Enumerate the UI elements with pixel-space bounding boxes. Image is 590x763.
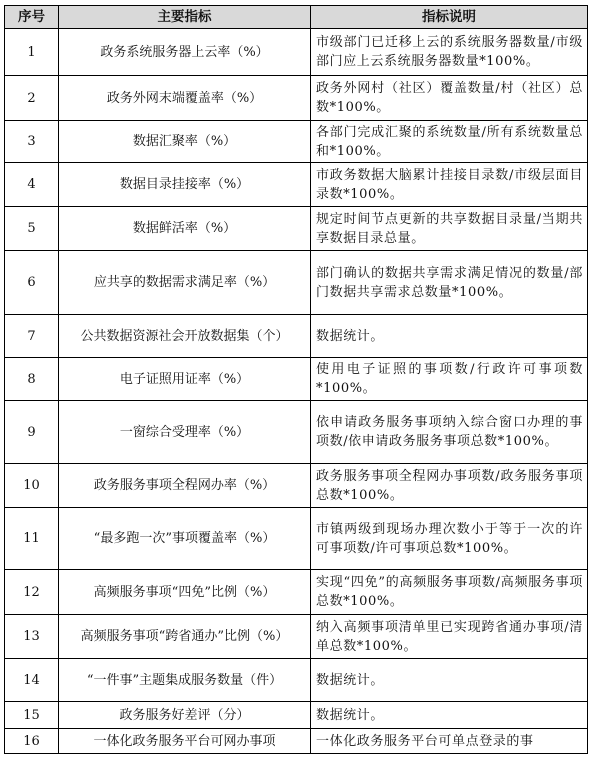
table-row bbox=[5, 659, 588, 702]
row-index: 4 bbox=[5, 163, 59, 207]
row-description: 一体化政务服务平台可单点登录的事 bbox=[311, 729, 588, 754]
table-row bbox=[5, 729, 588, 754]
table-row bbox=[5, 464, 588, 508]
table-row bbox=[5, 570, 588, 615]
row-description: 依申请政务服务事项纳入综合窗口办理的事项数/依申请政务服务事项总数*100%。 bbox=[311, 401, 588, 464]
row-index: 14 bbox=[5, 659, 59, 702]
row-description: 实现“四免”的高频服务事项数/高频服务事项总数*100%。 bbox=[311, 570, 588, 615]
table-row bbox=[5, 76, 588, 121]
row-indicator: 一窗综合受理率（%） bbox=[59, 401, 311, 464]
table-row bbox=[5, 358, 588, 401]
row-indicator: 政务系统服务器上云率（%） bbox=[59, 29, 311, 76]
document-page bbox=[4, 5, 587, 754]
row-index: 7 bbox=[5, 315, 59, 358]
table-row bbox=[5, 251, 588, 315]
header-description: 指标说明 bbox=[311, 6, 588, 29]
row-indicator: “一件事”主题集成服务数量（件） bbox=[59, 659, 311, 702]
row-description: 政务外网村（社区）覆盖数量/村（社区）总数*100%。 bbox=[311, 76, 588, 121]
row-indicator: 政务外网末端覆盖率（%） bbox=[59, 76, 311, 121]
table-row bbox=[5, 121, 588, 163]
row-index: 13 bbox=[5, 615, 59, 659]
row-indicator: 应共享的数据需求满足率（%） bbox=[59, 251, 311, 315]
row-index: 11 bbox=[5, 508, 59, 570]
row-description: 数据统计。 bbox=[311, 659, 588, 702]
row-indicator: 公共数据资源社会开放数据集（个） bbox=[59, 315, 311, 358]
row-index: 5 bbox=[5, 207, 59, 251]
row-index: 16 bbox=[5, 729, 59, 754]
row-indicator: 电子证照用证率（%） bbox=[59, 358, 311, 401]
indicator-table bbox=[4, 5, 588, 754]
row-index: 2 bbox=[5, 76, 59, 121]
row-description: 各部门完成汇聚的系统数量/所有系统数量总和*100%。 bbox=[311, 121, 588, 163]
row-index: 12 bbox=[5, 570, 59, 615]
table-row bbox=[5, 702, 588, 729]
row-indicator: 数据汇聚率（%） bbox=[59, 121, 311, 163]
table-row bbox=[5, 315, 588, 358]
row-indicator: 高频服务事项“四免”比例（%） bbox=[59, 570, 311, 615]
row-description: 使用电子证照的事项数/行政许可事项数*100%。 bbox=[311, 358, 588, 401]
table-row bbox=[5, 615, 588, 659]
table-row bbox=[5, 508, 588, 570]
row-description: 市级部门已迁移上云的系统服务器数量/市级部门应上云系统服务器数量*100%。 bbox=[311, 29, 588, 76]
row-description: 政务服务事项全程网办事项数/政务服务事项总数*100%。 bbox=[311, 464, 588, 508]
row-description: 规定时间节点更新的共享数据目录量/当期共享数据目录总量。 bbox=[311, 207, 588, 251]
header-indicator: 主要指标 bbox=[59, 6, 311, 29]
row-description: 部门确认的数据共享需求满足情况的数量/部门数据共享需求总数量*100%。 bbox=[311, 251, 588, 315]
row-index: 9 bbox=[5, 401, 59, 464]
row-description: 数据统计。 bbox=[311, 315, 588, 358]
row-indicator: 政务服务事项全程网办率（%） bbox=[59, 464, 311, 508]
row-indicator: 数据目录挂接率（%） bbox=[59, 163, 311, 207]
row-description: 纳入高频事项清单里已实现跨省通办事项/清单总数*100%。 bbox=[311, 615, 588, 659]
table-header-row bbox=[5, 6, 588, 29]
row-description: 市政务数据大脑累计挂接目录数/市级层面目录数*100%。 bbox=[311, 163, 588, 207]
row-indicator: 高频服务事项“跨省通办”比例（%） bbox=[59, 615, 311, 659]
row-indicator: 一体化政务服务平台可网办事项 bbox=[59, 729, 311, 754]
row-indicator: 政务服务好差评（分） bbox=[59, 702, 311, 729]
table-row bbox=[5, 207, 588, 251]
header-index: 序号 bbox=[5, 6, 59, 29]
row-description: 市镇两级到现场办理次数小于等于一次的许可事项数/许可事项总数*100%。 bbox=[311, 508, 588, 570]
row-index: 1 bbox=[5, 29, 59, 76]
row-indicator: “最多跑一次”事项覆盖率（%） bbox=[59, 508, 311, 570]
row-indicator: 数据鲜活率（%） bbox=[59, 207, 311, 251]
table-row bbox=[5, 29, 588, 76]
table-row bbox=[5, 401, 588, 464]
row-index: 15 bbox=[5, 702, 59, 729]
row-index: 8 bbox=[5, 358, 59, 401]
row-index: 10 bbox=[5, 464, 59, 508]
table-row bbox=[5, 163, 588, 207]
row-description: 数据统计。 bbox=[311, 702, 588, 729]
row-index: 3 bbox=[5, 121, 59, 163]
row-index: 6 bbox=[5, 251, 59, 315]
